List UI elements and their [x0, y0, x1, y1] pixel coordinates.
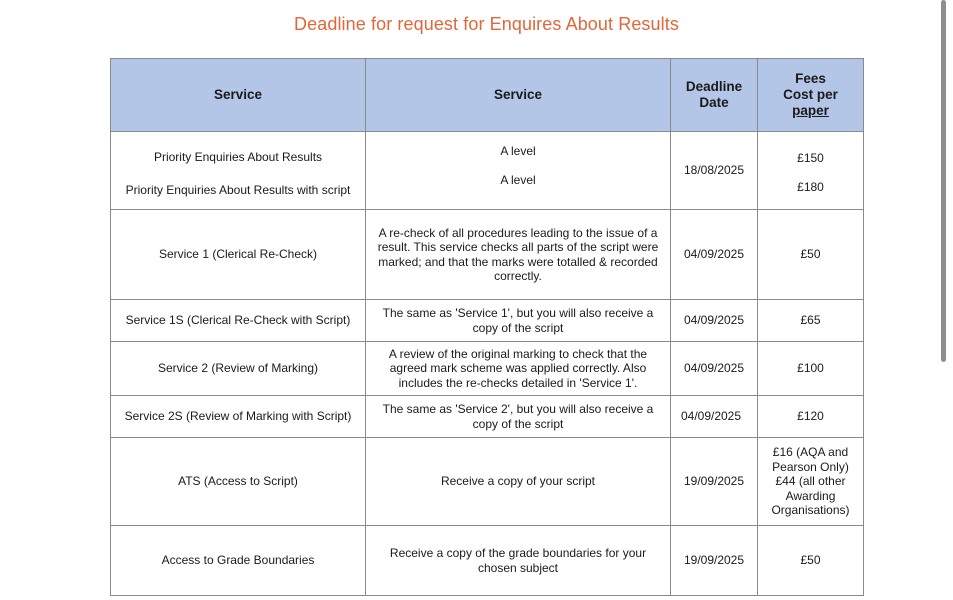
header-deadline-line1: Deadline [685, 79, 743, 94]
header-service: Service [111, 59, 366, 132]
header-deadline-date [671, 59, 758, 132]
table-row [111, 210, 864, 300]
results-table [110, 58, 864, 596]
deadline-cell: 04/09/2025 [671, 396, 758, 438]
service-cell: ATS (Access to Script) [111, 438, 366, 526]
header-fees-line2: Cost per [783, 87, 838, 102]
vertical-scrollbar[interactable] [941, 0, 946, 362]
deadline-cell: 19/09/2025 [671, 438, 758, 526]
header-service-description: Service [366, 59, 671, 132]
service-cell: Service 2S (Review of Marking with Script) [111, 396, 366, 438]
fee-value: £150 [797, 150, 824, 165]
service-cell: Service 1S (Clerical Re-Check with Script) [111, 300, 366, 342]
header-fees-line1: Fees [795, 71, 826, 86]
description-cell: Receive a copy of your script [366, 438, 671, 526]
page-title: Deadline for request for Enquires About Results [294, 14, 679, 34]
description-cell: A re-check of all procedures leading to the issue of a result. This service checks all parts of the script were marked; and that the marks were totalled & recorded correctly. [366, 210, 671, 300]
service-name: Priority Enquiries About Results with script [125, 183, 351, 197]
service-name: Priority Enquiries About Results [153, 149, 323, 164]
service-cell: Service 1 (Clerical Re-Check) [111, 210, 366, 300]
description-cell: The same as 'Service 2', but you will also receive a copy of the script [366, 396, 671, 438]
deadline-cell: 04/09/2025 [671, 210, 758, 300]
table-row [111, 132, 864, 210]
table-row [111, 526, 864, 596]
table-header-row [111, 59, 864, 132]
table-row [111, 438, 864, 526]
header-deadline-line2: Date [699, 95, 729, 110]
fee-cell [758, 132, 864, 210]
deadline-cell: 18/08/2025 [671, 132, 758, 210]
header-fees [758, 59, 864, 132]
service-description: A level [500, 173, 536, 187]
fee-cell: £50 [758, 210, 864, 300]
fee-cell: £50 [758, 526, 864, 596]
description-cell: Receive a copy of the grade boundaries for your chosen subject [366, 526, 671, 596]
table-row [111, 300, 864, 342]
service-cell [111, 132, 366, 210]
description-cell: A review of the original marking to check that the agreed mark scheme was applied correctly. Also includes the re-checks detailed in 'Service 1'. [366, 342, 671, 396]
table-row [111, 396, 864, 438]
fee-cell: £65 [758, 300, 864, 342]
fee-value: £180 [797, 180, 824, 194]
fee-cell: £16 (AQA and Pearson Only) £44 (all other Awarding Organisations) [758, 438, 864, 526]
service-description: A level [500, 143, 536, 158]
deadline-cell: 04/09/2025 [671, 300, 758, 342]
header-fees-line3: paper [792, 103, 829, 118]
fee-cell: £120 [758, 396, 864, 438]
fee-cell: £100 [758, 342, 864, 396]
table-row [111, 342, 864, 396]
deadline-cell: 04/09/2025 [671, 342, 758, 396]
service-cell: Service 2 (Review of Marking) [111, 342, 366, 396]
service-cell: Access to Grade Boundaries [111, 526, 366, 596]
description-cell [366, 132, 671, 210]
deadline-cell: 19/09/2025 [671, 526, 758, 596]
description-cell: The same as 'Service 1', but you will also receive a copy of the script [366, 300, 671, 342]
